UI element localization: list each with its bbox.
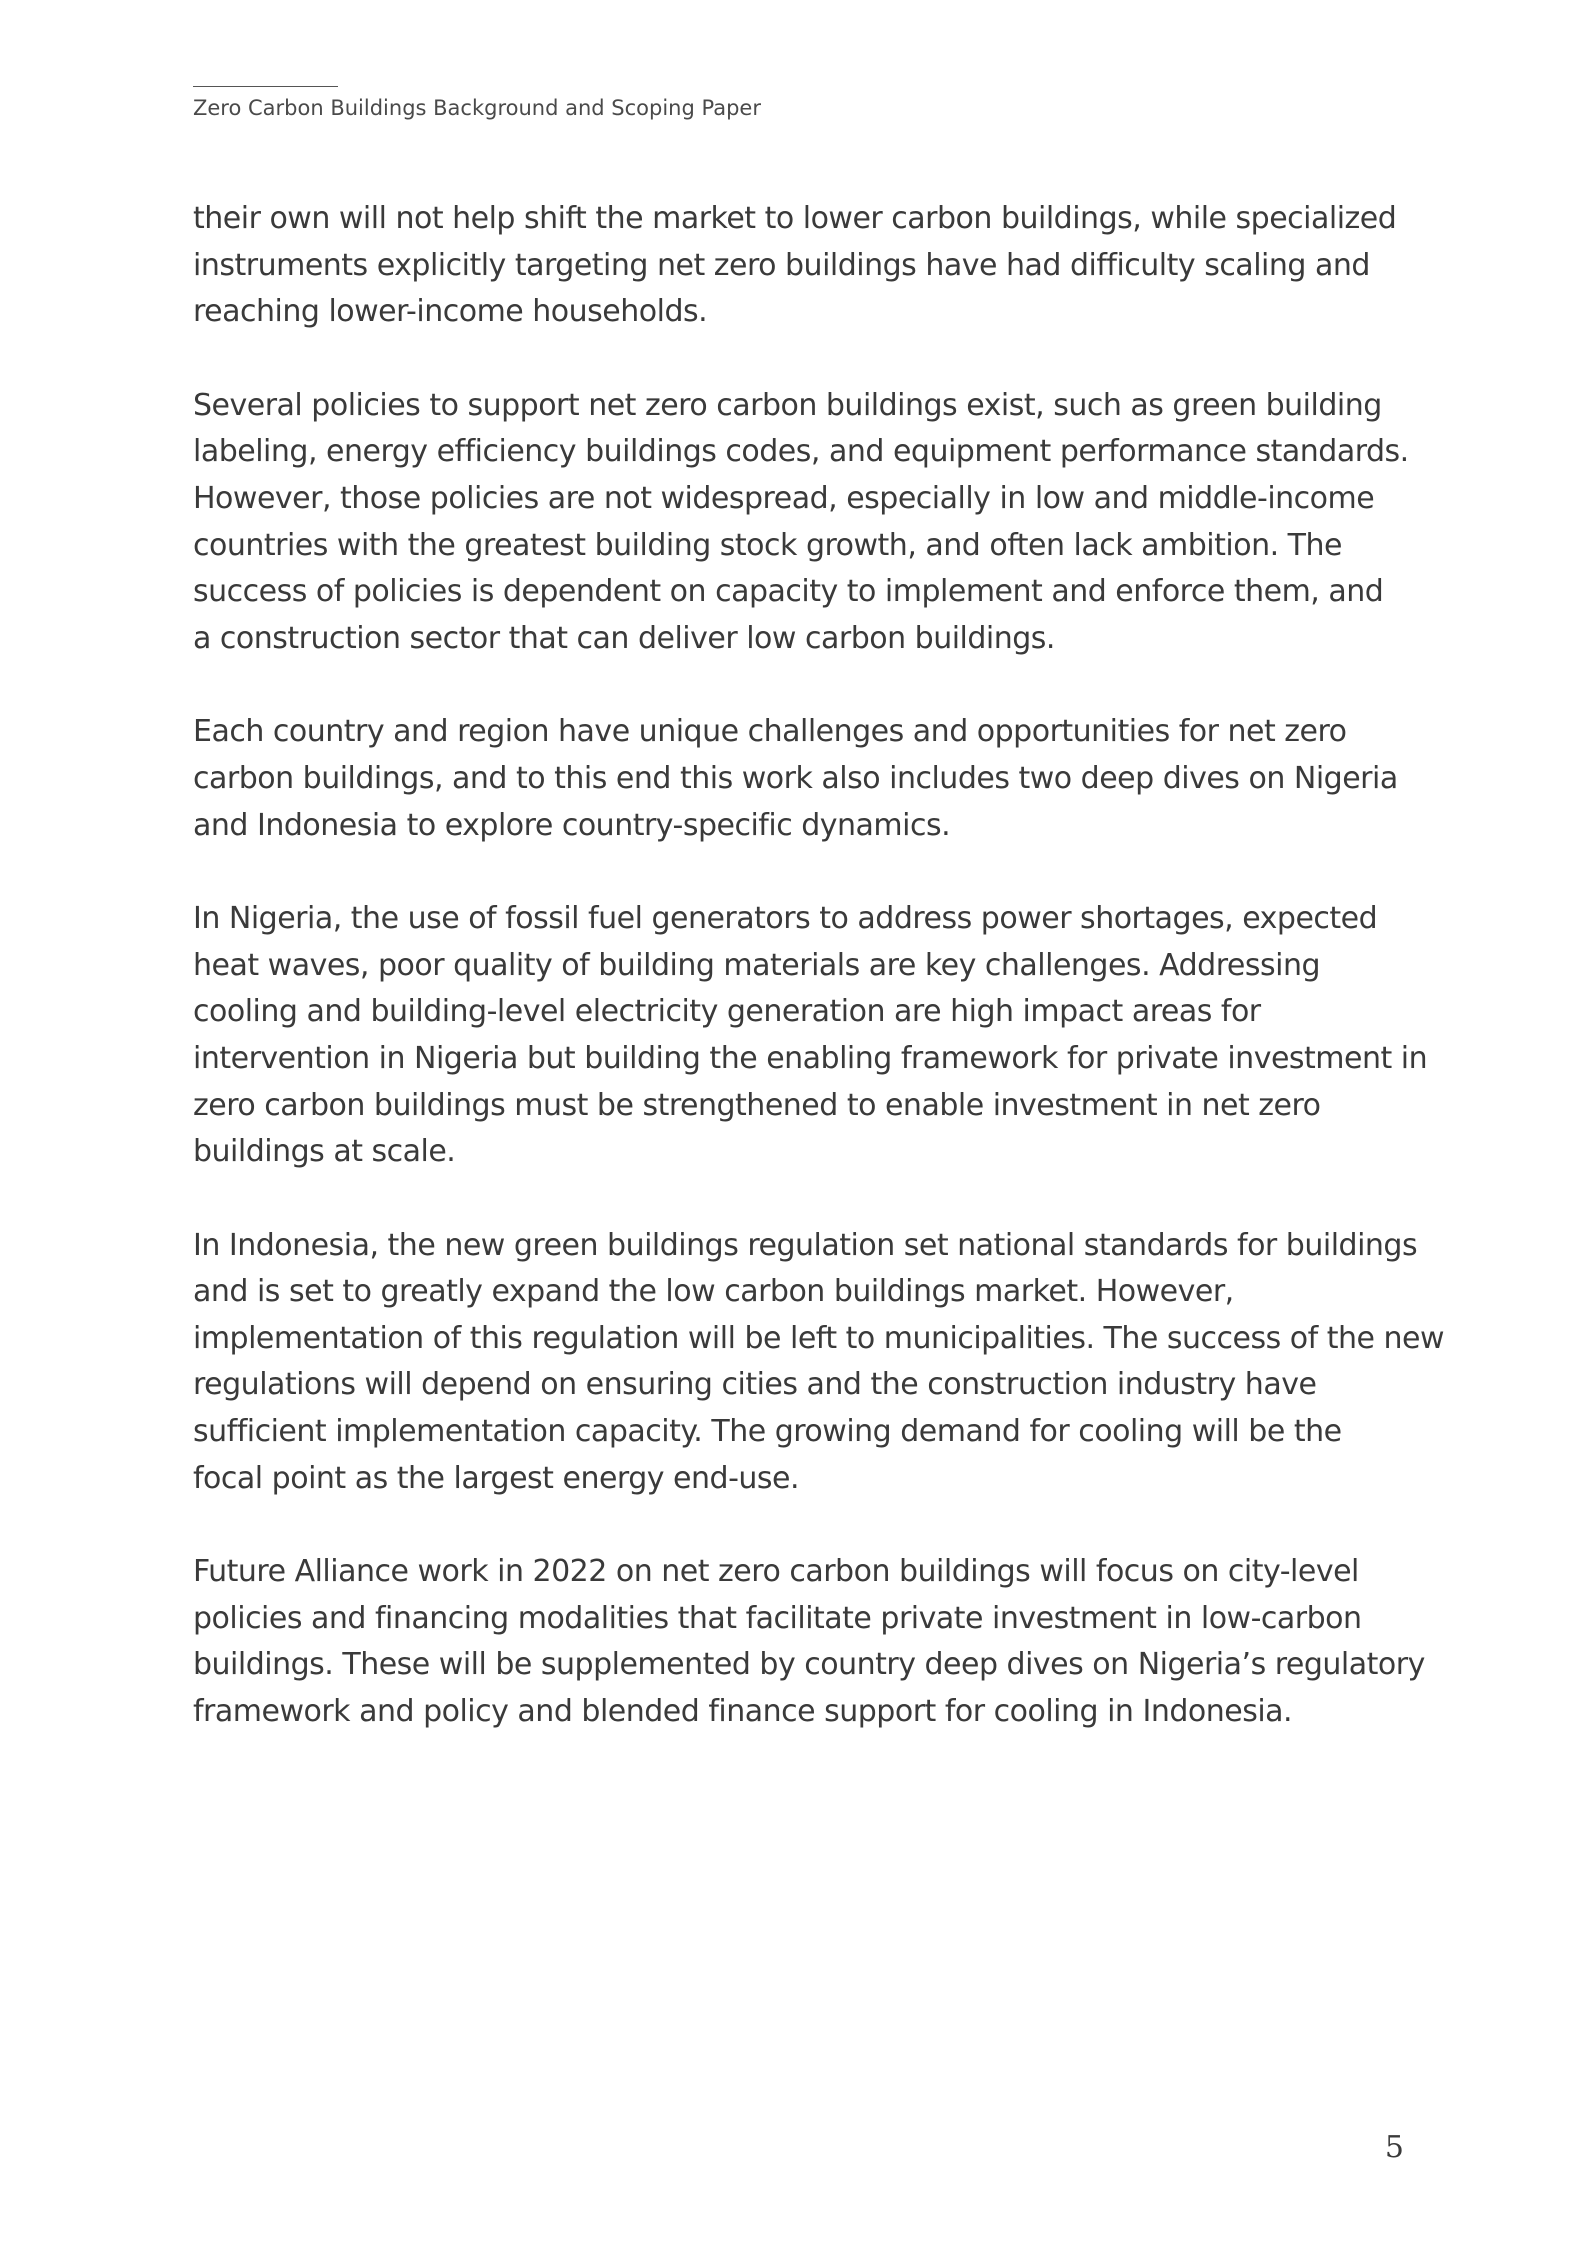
- text-line: intervention in Nigeria but building the enabling framework for private investment in: [193, 1040, 1428, 1076]
- text-line: buildings. These will be supplemented by country deep dives on Nigeria’s regulatory: [193, 1647, 1425, 1683]
- text-line: reaching lower-income households.: [193, 294, 708, 330]
- text-line: focal point as the largest energy end-use.: [193, 1460, 800, 1496]
- text-line: cooling and building-level electricity generation are high impact areas for: [193, 994, 1261, 1030]
- text-line: In Indonesia, the new green buildings regulation set national standards for buildings: [193, 1227, 1418, 1263]
- text-line: their own will not help shift the market to lower carbon buildings, while specialized: [193, 201, 1397, 236]
- text-line: policies and financing modalities that facilitate private investment in low-carbon: [193, 1600, 1362, 1636]
- paragraph-6: [193, 1549, 1423, 1735]
- text-line: framework and policy and blended finance support for cooling in Indonesia.: [193, 1694, 1293, 1730]
- paragraph-1: [193, 196, 1423, 336]
- text-line: labeling, energy efficiency buildings codes, and equipment performance standards.: [193, 434, 1409, 470]
- text-line: Several policies to support net zero carbon buildings exist, such as green building: [193, 387, 1382, 423]
- paragraph-3: [193, 709, 1423, 849]
- running-header: Zero Carbon Buildings Background and Scoping Paper: [193, 96, 761, 120]
- page-number: 5: [1384, 2130, 1404, 2165]
- text-line: Future Alliance work in 2022 on net zero carbon buildings will focus on city-level: [193, 1554, 1359, 1590]
- header-rule: [193, 86, 338, 87]
- body-text: [193, 196, 1444, 1783]
- text-line: and Indonesia to explore country-specific dynamics.: [193, 807, 951, 843]
- text-line: implementation of this regulation will be left to municipalities. The success of the new: [193, 1320, 1444, 1356]
- text-line: buildings at scale.: [193, 1134, 456, 1170]
- paragraph-2: [193, 383, 1423, 663]
- paragraph-5: [193, 1223, 1444, 1503]
- text-line: a construction sector that can deliver low carbon buildings.: [193, 620, 1055, 656]
- text-line: carbon buildings, and to this end this work also includes two deep dives on Nigeria: [193, 760, 1398, 796]
- text-line: and is set to greatly expand the low carbon buildings market. However,: [193, 1274, 1234, 1310]
- text-line: sufficient implementation capacity. The growing demand for cooling will be the: [193, 1414, 1342, 1450]
- text-line: countries with the greatest building stock growth, and often lack ambition. The: [193, 527, 1342, 563]
- text-line: heat waves, poor quality of building materials are key challenges. Addressing: [193, 947, 1321, 983]
- text-line: In Nigeria, the use of fossil fuel generators to address power shortages, expected: [193, 901, 1378, 937]
- text-line: instruments explicitly targeting net zero buildings have had difficulty scaling and: [193, 247, 1370, 283]
- text-line: regulations will depend on ensuring cities and the construction industry have: [193, 1367, 1317, 1403]
- text-line: success of policies is dependent on capacity to implement and enforce them, and: [193, 574, 1384, 610]
- paragraph-4: [193, 896, 1428, 1176]
- text-line: zero carbon buildings must be strengthened to enable investment in net zero: [193, 1087, 1321, 1123]
- text-line: However, those policies are not widespread, especially in low and middle-income: [193, 480, 1375, 516]
- text-line: Each country and region have unique challenges and opportunities for net zero: [193, 714, 1347, 750]
